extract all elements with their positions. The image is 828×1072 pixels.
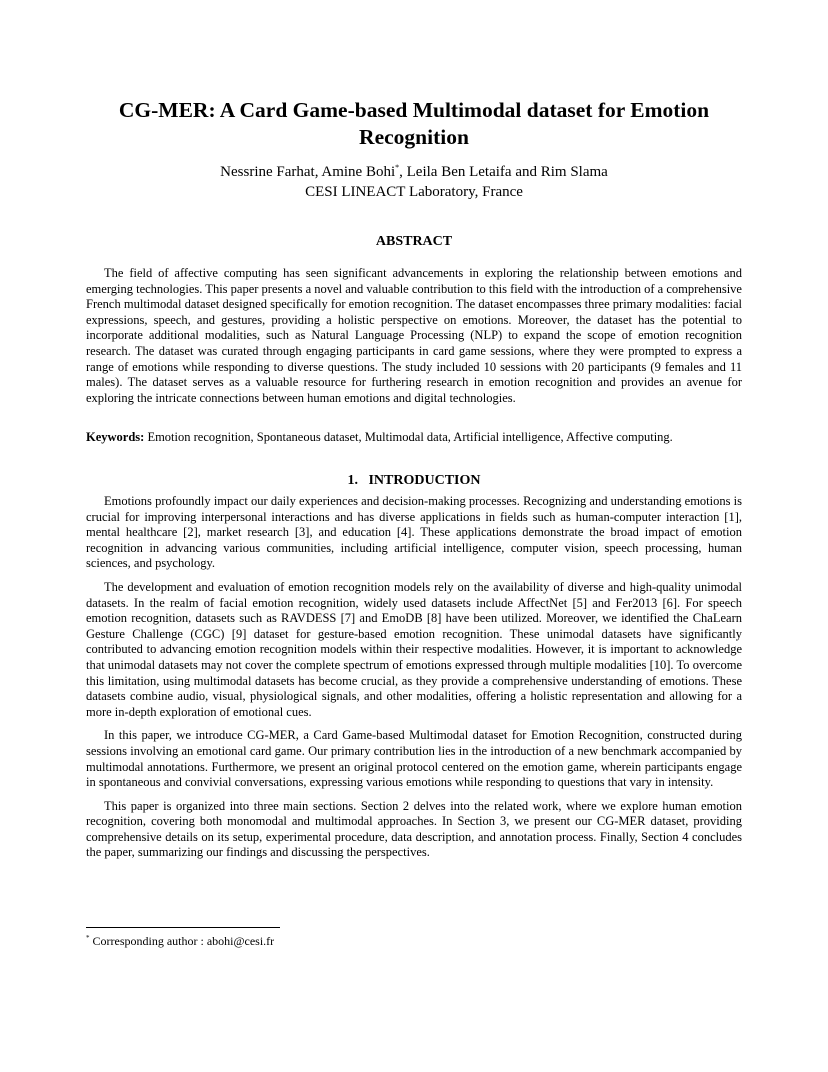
corresponding-author-marker: * [395,163,400,172]
abstract-body [86,266,742,414]
affiliation: CESI LINEACT Laboratory, France [305,184,523,200]
keywords-list: Emotion recognition, Spontaneous dataset, Multimodal data, Artificial intelligence, Affective computing. [144,430,673,444]
keywords-label: Keywords: [86,430,145,444]
intro-paragraph-2: The development and evaluation of emotion recognition models rely on the availability of diverse and high-quality unimodal datasets. In the realm of facial emotion recognition, widely used datasets include AffectNet [5] and Fer2013 [6]. For speech emotion recognition, datasets such as RAVDESS [7] and EmoDB [8] have been utilized. Moreover, we identified the ChaLearn Gesture Challenge (CGC) [9] dataset for gesture-based emotion recognition. These unimodal datasets have significantly contributed to advancing emotion recognition models within their respective modalities. However, it is important to acknowledge that unimodal datasets may not cover the complete spectrum of emotions expressed through multiple modalities [10]. To overcome this limitation, using multimodal datasets has become crucial, as they provide a comprehensive understanding of emotions. These datasets combine audio, visual, physiological signals, and other modalities, offering a holistic representation and allowing for a more in-depth exploration of emotional cues. [86,579,742,719]
footnote-marker: * [86,934,90,942]
intro-paragraph-4: This paper is organized into three main sections. Section 2 delves into the related work, where we explore human emotion recognition, covering both monomodal and multimodal approaches. In Section 3, we present our CG-MER dataset, providing comprehensive details on its setup, experimental procedure, data description, and annotation process. Finally, Section 4 concludes the paper, summarizing our findings and discussing the perspectives. [86,798,742,860]
footnote-text: Corresponding author : abohi@cesi.fr [89,934,275,948]
abstract-paragraph: The field of affective computing has seen significant advancements in exploring the relationship between emotions and emerging technologies. This paper presents a novel and valuable contribution to this field with the introduction of a comprehensive French multimodal dataset designed specifically for emotion recognition. The dataset encompasses three primary modalities: facial expressions, speech, and gestures, providing a holistic perspective on emotions. Moreover, the dataset has the potential to incorporate additional modalities, such as Natural Language Processing (NLP) to expand the scope of emotion recognition research. The dataset was curated through engaging participants in card game sessions, where they were prompted to express a range of emotions while responding to diverse questions. The study included 10 sessions with 20 participants (9 females and 11 males). The dataset serves as a valuable resource for furthering research in emotion recognition and provides an avenue for exploring the intricate connections between human emotions and digital technologies. [86,266,742,405]
introduction-body [86,494,742,869]
abstract-heading: ABSTRACT [375,234,453,249]
author-list [86,162,742,182]
author-block [86,162,742,202]
author-names-rest: , Leila Ben Letaifa and Rim Slama [399,164,608,180]
author-names: Nessrine Farhat, Amine Bohi [220,164,396,180]
footnote [86,934,742,949]
intro-paragraph-3: In this paper, we introduce CG-MER, a Card Game-based Multimodal dataset for Emotion Recognition, constructed during sessions involving an emotional card game. Our primary contribution lies in the introduction of a new benchmark accompanied by multimodal annotations. Furthermore, we present an original protocol centered on the emotion game, wherein participants engage in spontaneous and convivial conversations, expressing various emotions while responding to questions that vary in intensity. [86,728,742,790]
intro-paragraph-1: Emotions profoundly impact our daily experiences and decision-making processes. Recognizing and understanding emotions is crucial for improving interpersonal interactions and has diverse applications in fields such as human-computer interaction [1], mental healthcare [2], market research [3], and education [4]. These applications demonstrate the broad impact of emotion recognition in advancing various communities, including artificial intelligence, computer vision, speech processing, human sciences, and psychology. [86,494,742,571]
introduction-heading: 1. INTRODUCTION [347,473,481,488]
paper-title: CG-MER: A Card Game-based Multimodal dataset for Emotion Recognition [118,98,710,149]
footnote-divider [86,927,280,928]
keywords-line [86,430,742,446]
